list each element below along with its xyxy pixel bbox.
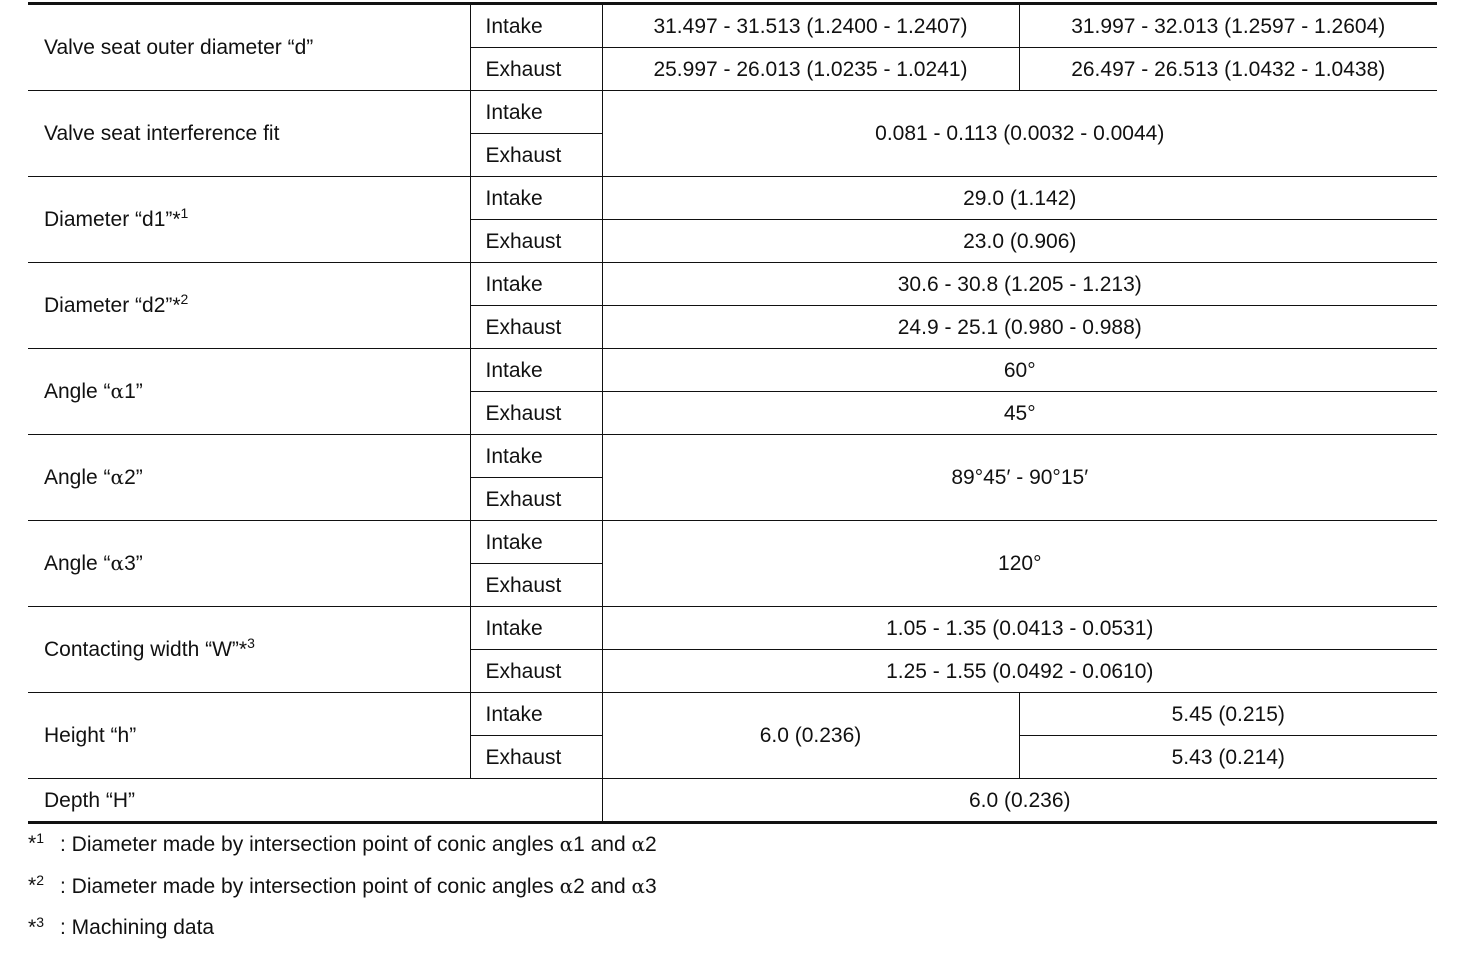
item-label: Diameter “d2”*$^2$ bbox=[28, 263, 470, 349]
table-row bbox=[28, 177, 1437, 220]
table-row bbox=[28, 349, 1437, 392]
valve-seat-spec-table bbox=[28, 2, 1437, 824]
item-label: Angle “α3” bbox=[28, 521, 470, 607]
item-label: Valve seat interference fit bbox=[28, 91, 470, 177]
value-cell: 1.05 - 1.35 (0.0413 - 0.0531) bbox=[602, 607, 1437, 650]
table-row bbox=[28, 779, 1437, 823]
table-row bbox=[28, 91, 1437, 134]
footnote-text: : Diameter made by intersection point of conic angles α1 and α2 bbox=[60, 832, 657, 856]
table-row bbox=[28, 435, 1437, 478]
footnote-mark: *$^1$ bbox=[28, 830, 44, 855]
value-cell: 31.997 - 32.013 (1.2597 - 1.2604) bbox=[1019, 4, 1437, 48]
footnote-ref: 2 bbox=[180, 291, 189, 307]
value-cell: 30.6 - 30.8 (1.205 - 1.213) bbox=[602, 263, 1437, 306]
value-cell: 24.9 - 25.1 (0.980 - 0.988) bbox=[602, 306, 1437, 349]
footnote bbox=[28, 832, 657, 874]
table-row bbox=[28, 263, 1437, 306]
item-label: Angle “α2” bbox=[28, 435, 470, 521]
value-cell: 120° bbox=[602, 521, 1437, 607]
exhaust-label: Exhaust bbox=[470, 220, 602, 263]
value-cell: 6.0 (0.236) bbox=[602, 779, 1437, 823]
item-label: Angle “α1” bbox=[28, 349, 470, 435]
value-cell: 45° bbox=[602, 392, 1437, 435]
footnote-mark: *$^2$ bbox=[28, 872, 44, 897]
exhaust-label: Exhaust bbox=[470, 736, 602, 779]
exhaust-label: Exhaust bbox=[470, 392, 602, 435]
exhaust-label: Exhaust bbox=[470, 134, 602, 177]
footnote-ref: 3 bbox=[247, 635, 255, 651]
item-label: Contacting width “W”*$^3$ bbox=[28, 607, 470, 693]
table-row bbox=[28, 607, 1437, 650]
table-row bbox=[28, 693, 1437, 736]
footnote bbox=[28, 916, 657, 958]
table-row bbox=[28, 4, 1437, 48]
value-cell: 26.497 - 26.513 (1.0432 - 1.0438) bbox=[1019, 48, 1437, 91]
exhaust-label: Exhaust bbox=[470, 650, 602, 693]
value-cell: 0.081 - 0.113 (0.0032 - 0.0044) bbox=[602, 91, 1437, 177]
exhaust-label: Exhaust bbox=[470, 306, 602, 349]
intake-label: Intake bbox=[470, 91, 602, 134]
value-cell: 1.25 - 1.55 (0.0492 - 0.0610) bbox=[602, 650, 1437, 693]
value-cell: 60° bbox=[602, 349, 1437, 392]
footnote bbox=[28, 874, 657, 916]
intake-label: Intake bbox=[470, 263, 602, 306]
footnote-text: : Machining data bbox=[60, 916, 215, 939]
exhaust-label: Exhaust bbox=[470, 478, 602, 521]
intake-label: Intake bbox=[470, 521, 602, 564]
table-row bbox=[28, 521, 1437, 564]
intake-label: Intake bbox=[470, 435, 602, 478]
intake-label: Intake bbox=[470, 4, 602, 48]
value-cell: 5.45 (0.215) bbox=[1019, 693, 1437, 736]
item-label: Valve seat outer diameter “d” bbox=[28, 4, 470, 91]
value-cell: 6.0 (0.236) bbox=[602, 693, 1019, 779]
exhaust-label: Exhaust bbox=[470, 48, 602, 91]
intake-label: Intake bbox=[470, 607, 602, 650]
exhaust-label: Exhaust bbox=[470, 564, 602, 607]
footnote-ref: 1 bbox=[180, 205, 189, 221]
footnotes bbox=[28, 832, 657, 958]
intake-label: Intake bbox=[470, 693, 602, 736]
value-cell: 89°45′ - 90°15′ bbox=[602, 435, 1437, 521]
value-cell: 23.0 (0.906) bbox=[602, 220, 1437, 263]
value-cell: 25.997 - 26.013 (1.0235 - 1.0241) bbox=[602, 48, 1019, 91]
item-label: Diameter “d1”*$^1$ bbox=[28, 177, 470, 263]
footnote-text: : Diameter made by intersection point of conic angles α2 and α3 bbox=[60, 874, 657, 898]
value-cell: 31.497 - 31.513 (1.2400 - 1.2407) bbox=[602, 4, 1019, 48]
value-cell: 5.43 (0.214) bbox=[1019, 736, 1437, 779]
item-label: Height “h” bbox=[28, 693, 470, 779]
intake-label: Intake bbox=[470, 349, 602, 392]
footnote-mark: *$^3$ bbox=[28, 914, 44, 939]
intake-label: Intake bbox=[470, 177, 602, 220]
value-cell: 29.0 (1.142) bbox=[602, 177, 1437, 220]
item-label: Depth “H” bbox=[28, 779, 602, 823]
